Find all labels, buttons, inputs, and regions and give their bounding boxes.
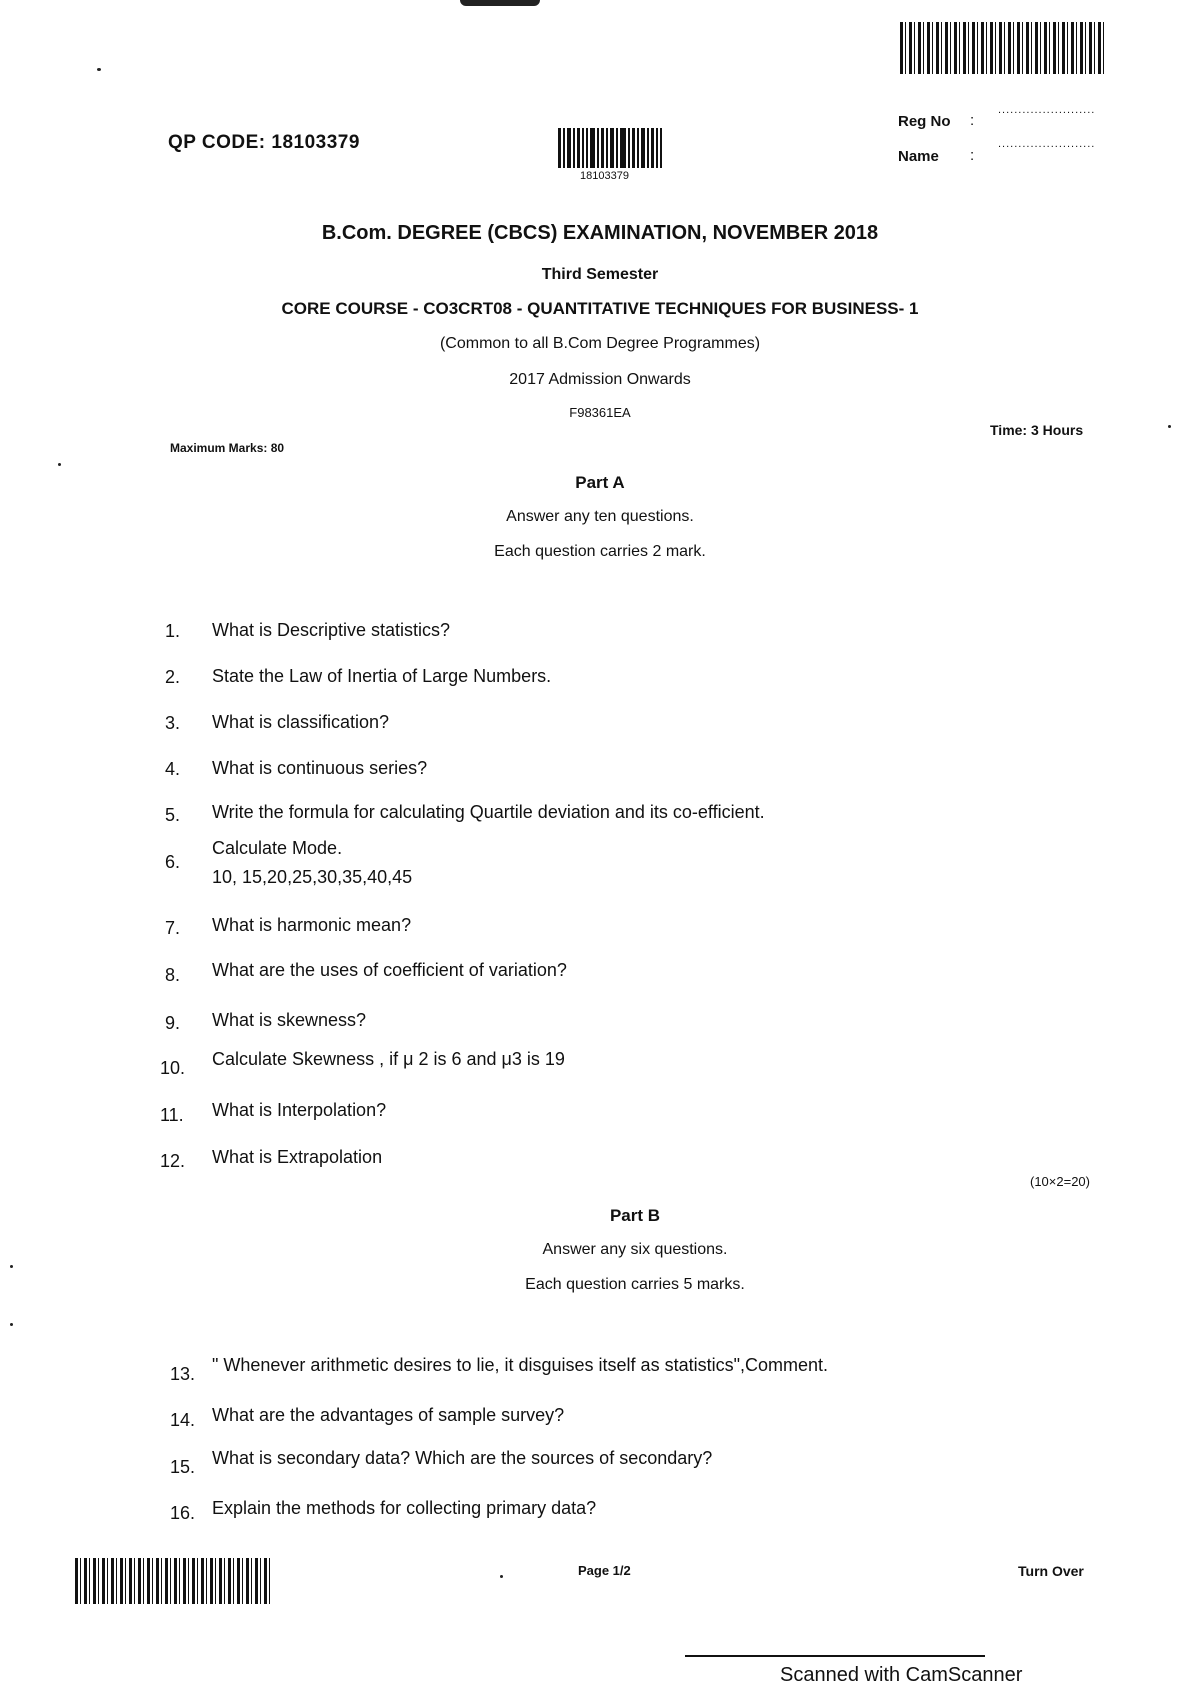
part-b-marks-note: Each question carries 5 marks. <box>525 1276 745 1293</box>
question-number: 1. <box>165 621 181 641</box>
part-a-instruction: Answer any ten questions. <box>506 508 694 525</box>
scan-speck <box>58 463 61 466</box>
part-a-total: (10×2=20) <box>1030 1174 1090 1189</box>
scanner-rule <box>685 1655 985 1657</box>
question-number: 6. <box>165 852 181 872</box>
question-number: 11. <box>160 1105 184 1125</box>
question-text: What is secondary data? Which are the sources of secondary? <box>212 1448 713 1468</box>
turn-over: Turn Over <box>1018 1563 1084 1579</box>
part-b-heading: Part B <box>609 1206 661 1225</box>
question-number: 10. <box>160 1058 186 1078</box>
question-text: What is classification? <box>212 712 390 732</box>
bottom-left-barcode <box>75 1558 270 1604</box>
part-a-marks-note: Each question carries 2 mark. <box>494 543 706 560</box>
question-text: What are the advantages of sample survey? <box>212 1405 565 1425</box>
question-number: 16. <box>170 1503 196 1523</box>
admission-note: 2017 Admission Onwards <box>509 371 691 388</box>
question-number: 3. <box>165 713 181 733</box>
question-number: 13. <box>170 1364 196 1384</box>
question-text: Calculate Skewness , if μ 2 is 6 and μ3 is 19 <box>212 1049 565 1069</box>
question-text: State the Law of Inertia of Large Numbers. <box>212 666 552 686</box>
question-number: 5. <box>165 805 181 825</box>
qp-code: QP CODE: 18103379 <box>168 132 360 153</box>
common-note: (Common to all B.Com Degree Programmes) <box>439 335 761 352</box>
question-text: Write the formula for calculating Quartile deviation and its co-efficient. <box>212 802 765 822</box>
barcode-number: 18103379 <box>580 170 629 182</box>
scan-speck <box>10 1323 13 1326</box>
question-text: What is Interpolation? <box>212 1100 387 1120</box>
exam-semester: Third Semester <box>541 266 659 283</box>
question-data: 10, 15,20,25,30,35,40,45 <box>212 867 413 887</box>
question-text: What is Extrapolation <box>212 1147 383 1167</box>
exam-title: B.Com. DEGREE (CBCS) EXAMINATION, NOVEMBER 2018 <box>321 222 879 244</box>
part-b-instruction: Answer any six questions. <box>542 1241 728 1258</box>
question-text: What is Descriptive statistics? <box>212 620 451 640</box>
scanner-watermark: Scanned with CamScanner <box>780 1664 1023 1686</box>
reg-no-label: Reg No <box>898 113 951 130</box>
question-number: 8. <box>165 965 181 985</box>
question-text: Explain the methods for collecting primary data? <box>212 1498 597 1518</box>
reg-no-field: ........................ <box>998 104 1096 116</box>
page-number: Page 1/2 <box>578 1563 631 1578</box>
question-text: What is harmonic mean? <box>212 915 412 935</box>
center-barcode <box>558 128 664 168</box>
reg-no-colon: : <box>970 112 975 129</box>
course-title: CORE COURSE - CO3CRT08 - QUANTITATIVE TECHNIQUES FOR BUSINESS- 1 <box>281 299 919 318</box>
scan-speck <box>1168 425 1171 428</box>
time-allowed: Time: 3 Hours <box>990 422 1084 438</box>
question-number: 4. <box>165 759 181 779</box>
scan-speck <box>97 68 101 71</box>
question-text: What are the uses of coefficient of variation? <box>212 960 567 980</box>
question-number: 9. <box>165 1013 181 1033</box>
question-number: 2. <box>165 667 181 687</box>
question-number: 14. <box>170 1410 196 1430</box>
maximum-marks: Maximum Marks: 80 <box>170 441 285 455</box>
scan-speck <box>10 1265 13 1268</box>
part-a-heading: Part A <box>575 473 625 492</box>
scan-speck <box>500 1575 503 1578</box>
scan-smudge <box>460 0 540 6</box>
question-number: 12. <box>160 1151 186 1171</box>
name-label: Name <box>898 148 939 165</box>
question-text: " Whenever arithmetic desires to lie, it disguises itself as statistics",Comment. <box>212 1355 828 1375</box>
top-right-barcode <box>900 22 1105 74</box>
name-field: ........................ <box>998 138 1096 150</box>
paper-code: F98361EA <box>569 405 631 420</box>
question-text: Calculate Mode. <box>212 838 343 858</box>
name-colon: : <box>970 147 975 164</box>
question-number: 7. <box>165 918 181 938</box>
question-text: What is skewness? <box>212 1010 367 1030</box>
question-number: 15. <box>170 1457 196 1477</box>
question-text: What is continuous series? <box>212 758 428 778</box>
